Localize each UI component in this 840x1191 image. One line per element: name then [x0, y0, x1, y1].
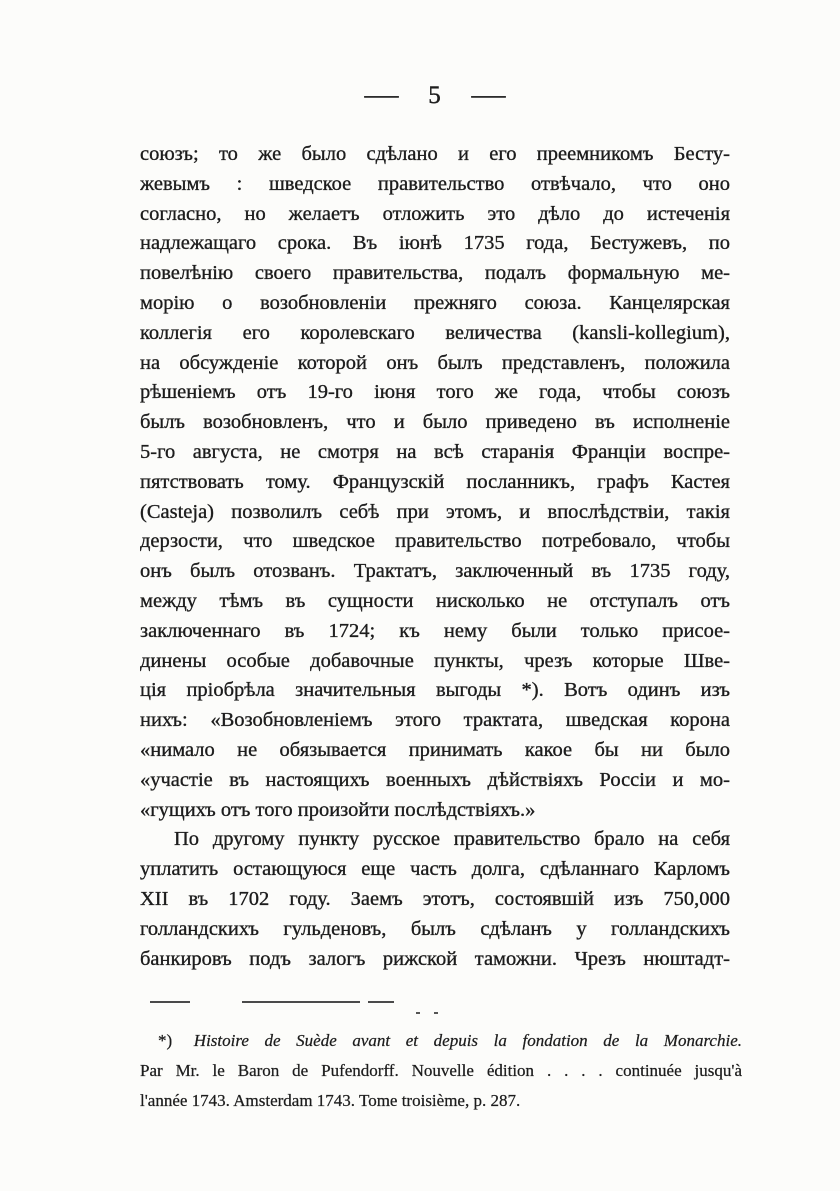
- text-line: нихъ: «Возобновленіемъ этого трактата, шведская корона: [140, 709, 730, 732]
- text-line: между тѣмъ въ сущности нисколько не отступалъ отъ: [140, 589, 730, 612]
- separator-segment: [242, 1001, 360, 1003]
- text-line: на обсужденіе которой онъ былъ представленъ, положила: [140, 351, 730, 374]
- header-dash-left: —: [364, 82, 399, 109]
- text-line: морію о возобновленіи прежняго союза. Канцелярская: [140, 291, 730, 314]
- separator-segment: [150, 1001, 190, 1003]
- text-line: пятствовать тому. Французскій посланникъ, графъ Кастея: [140, 470, 730, 493]
- text-line: коллегія его королевскаго величества (kansli-kollegium),: [140, 321, 730, 344]
- separator-dot: [434, 1012, 438, 1014]
- text-line: согласно, но желаетъ отложить это дѣло до истеченія: [140, 202, 730, 225]
- text-line: онъ былъ отозванъ. Трактатъ, заключенный въ 1735 году,: [140, 560, 730, 583]
- text-line: жевымъ : шведское правительство отвѣчало, что оно: [140, 172, 730, 195]
- text-line: заключеннаго въ 1724; къ нему были только присое-: [140, 619, 730, 642]
- footnote-line-1: [140, 1026, 742, 1056]
- footnote-separator: [150, 1001, 490, 1005]
- text-line: рѣшеніемъ отъ 19-го іюня того же года, чтобы союзъ: [140, 381, 730, 404]
- text-line: По другому пункту русское правительство брало на себя: [174, 828, 730, 851]
- text-line: динены особые добавочные пункты, чрезъ которые Шве-: [140, 649, 730, 672]
- page-header: [140, 82, 730, 110]
- text-line: союзъ; то же было сдѣлано и его преемникомъ Бесту-: [140, 143, 730, 165]
- separator-dot: [416, 1012, 420, 1014]
- text-line: уплатить остающуюся еще часть долга, сдѣланнаго Карломъ: [140, 858, 730, 881]
- text-line: «нимало не обязывается принимать какое бы ни было: [140, 738, 730, 761]
- text-line: надлежащаго срока. Въ іюнѣ 1735 года, Бестужевъ, по: [140, 232, 730, 255]
- body-text-block: [140, 140, 730, 974]
- text-line: повелѣнію своего правительства, подалъ формальную ме-: [140, 262, 730, 285]
- text-line: ція пріобрѣла значительныя выгоды *). Вотъ одинъ изъ: [140, 679, 730, 702]
- footnote-marker: *): [158, 1031, 173, 1050]
- page-number: 5: [428, 82, 442, 109]
- separator-segment: [368, 1001, 394, 1003]
- text-line: былъ возобновленъ, что и было приведено въ исполненіе: [140, 411, 730, 434]
- footnote: [140, 1026, 742, 1116]
- header-dash-right: —: [471, 82, 506, 109]
- text-line: (Casteja) позволилъ себѣ при этомъ, и впослѣдствіи, такія: [140, 500, 730, 523]
- text-line: XII въ 1702 году. Заемъ этотъ, состоявшій изъ 750,000: [140, 887, 730, 910]
- footnote-line-3: l'année 1743. Amsterdam 1743. Tome troisième, p. 287.: [140, 1091, 521, 1110]
- text-line: «участіе въ настоящихъ военныхъ дѣйствіяхъ Россіи и мо-: [140, 768, 730, 791]
- footnote-title: Histoire de Suède avant et depuis la fondation de la Monarchie.: [193, 1031, 742, 1050]
- text-line: «гущихъ отъ того произойти послѣдствіяхъ.»: [140, 798, 536, 821]
- text-line: дерзости, что шведское правительство потребовало, чтобы: [140, 530, 730, 553]
- footnote-line-2: Par Mr. le Baron de Pufendorff. Nouvelle édition . . . . continuée jusqu'à: [140, 1061, 742, 1080]
- text-line: банкировъ подъ залогъ рижской таможни. Чрезъ нюштадт-: [140, 947, 730, 970]
- text-line: 5-го августа, не смотря на всѣ старанія Франціи воспре-: [140, 440, 730, 463]
- text-line: голландскихъ гульденовъ, былъ сдѣланъ у голландскихъ: [140, 917, 730, 940]
